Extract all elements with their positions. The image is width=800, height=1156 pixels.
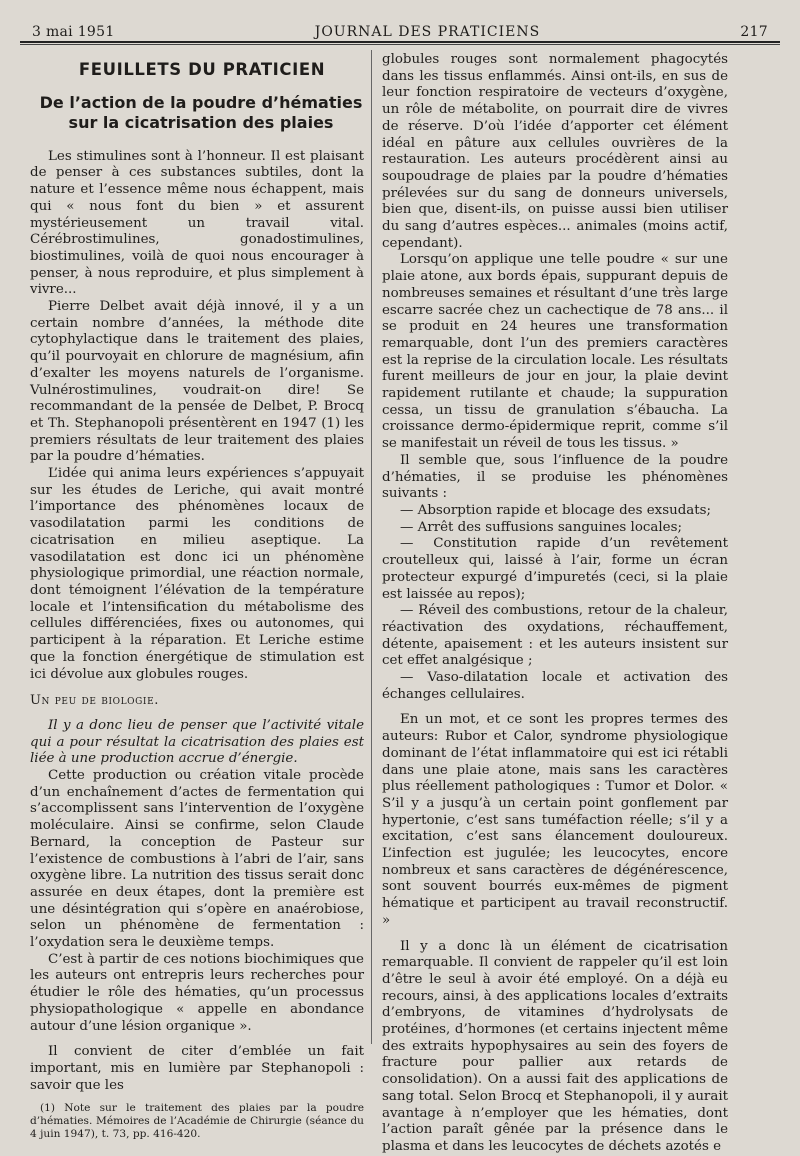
article-title <box>30 93 364 133</box>
article-title-line-1: De l’action de la poudre d’hématies <box>39 92 363 112</box>
left-paragraph-4: Il y a donc lieu de penser que l’activité vitale qui a pour résultat la cicatrisation des plaies est liée à une production accrue d’énergie. <box>30 717 364 767</box>
left-paragraph-1: Les stimulines sont à l’honneur. Il est plaisant de penser à ces substances subtiles, dont la nature et l’essence même nous échappent, mais qui « nous font du bien » et assurent mystérieusement un travail vital. Cérébrostimulines, gonadostimulines, biostimulines, voilà de quoi nous encourager à penser, à nous reproduire, et plus simplement à vivre... <box>30 148 364 298</box>
footnote: (1) Note sur le traitement des plaies par la poudre d’hématies. Mémoires de l’Académie de Chirurgie (séance du 4 juin 1947), t. 73, pp. 416-420. <box>30 1102 364 1141</box>
page-header <box>32 16 768 40</box>
left-paragraph-2: Pierre Delbet avait déjà innové, il y a un certain nombre d’années, la méthode dite cytophylactique dans le traitement des plaies, qu’il pourvoyait en chlorure de magnésium, afin d’exalter les moyens naturels de l’organisme. Vulnérostimulines, voudrait-on dire! Se recommandant de la pensée de Delbet, P. Brocq et Th. Stephanopoli présentèrent en 1947 (1) les premiers résultats de leur traitement des plaies par la poudre d’hématies. <box>30 299 364 465</box>
left-column <box>30 52 364 1141</box>
right-paragraph-4: En un mot, et ce sont les propres termes des auteurs: Rubor et Calor, syndrome physiologique dominant de l’état inflammatoire qui est ici rétabli dans une plaie atone, mais sans les caractères plus réellement pathologiques : Tumor et Dolor. « S’il y a jusqu’à un certain point gonflement par hypertonie, c’est sans tuméfaction réelle; s’il y a excitation, c’est sans élancement douloureux. L’infection est jugulée; les leucocytes, encore nombreux et sans caractères de dégénérescence, sont souvent bourrés eux-mêmes de pigment hématique et participent au travail reconstructif. » <box>382 712 728 928</box>
subheading-biology: Un peu de biologie. <box>30 693 159 709</box>
phenomenon-item-2: — Arrêt des suffusions sanguines locales; <box>400 519 682 535</box>
header-date: 3 mai 1951 <box>32 24 115 40</box>
right-paragraph-2: Lorsqu’on applique une telle poudre « sur une plaie atone, aux bords épais, suppurant depuis de nombreuses semaines et résultant d’une très large escarre sacrée chez un cachectique de 78 ans... il se produit en 24 heures une transformation remarquable, dont l’un des premiers caractères est la reprise de la circulation locale. Les résultats furent meilleurs de jour en jour, la plaie devint rapidement rutilante et chaude; la suppuration cessa, un tissu de granulation s’ébaucha. La croissance dermo-épidermique reprit, comme s’il se manifestait un réveil de tous les tissus. » <box>382 252 728 452</box>
right-paragraph-1: globules rouges sont normalement phagocytés dans les tissus enflammés. Ainsi ont-ils, en sus de leur fonction respiratoire de vecteurs d’oxygène, un rôle de métabolite, on pourrait dire de vivres de réserve. D’où l’idée d’apporter cet élément idéal en pâture aux cellules ouvrières de la restauration. Les auteurs procédèrent ainsi au soupoudrage de plaies par la poudre d’hématies prélevées sur du sang de donneurs universels, bien que, disent-ils, on puisse aussi bien utiliser du sang d’autres espèces... animales (moins actif, cependant). <box>382 52 728 251</box>
header-rule-thin <box>20 44 780 45</box>
phenomenon-item-3: — Constitution rapide d’un revêtement croutelleux qui, laissé à l’air, forme un écran protecteur expurgé d’impuretés (ceci, si la plaie est laissée au repos); <box>382 536 728 602</box>
left-paragraph-3: L’idée qui anima leurs expériences s’appuyait sur les études de Leriche, qui avait montré l’importance des phénomènes locaux de vasodilatation parmi les conditions de cicatrisation en milieu aseptique. La vasodilatation est donc ici un phénomène physiologique primordial, une réaction normale, dont témoignent l’élévation de la température locale et l’intensification du métabolisme des cellules différenciées, fixes ou autonomes, qui participent à la réparation. Et Leriche estime que la fonction énergétique de stimulation est ici dévolue aux globules rouges. <box>30 466 364 682</box>
article-title-line-2: sur la cicatrisation des plaies <box>68 112 334 132</box>
left-paragraph-7: Il convient de citer d’emblée un fait important, mis en lumière par Stephanopoli : savoir que les <box>30 1044 364 1093</box>
phenomenon-item-5: — Vaso-dilatation locale et activation des échanges cellulaires. <box>382 670 728 702</box>
header-journal-name: JOURNAL DES PRATICIENS <box>314 24 541 40</box>
phenomenon-item-4: — Réveil des combustions, retour de la chaleur, réactivation des oxydations, réchauffement, détente, apaisement : et les auteurs insistent sur cet effet analgésique ; <box>382 603 728 669</box>
section-title: FEUILLETS DU PRATICIEN <box>78 60 326 79</box>
left-paragraph-6: C’est à partir de ces notions biochimiques que les auteurs ont entrepris leurs recherches pour étudier le rôle des hématies, qu’un processus physiopathologique « appelle en abondance autour d’une lésion organique ». <box>30 951 364 1034</box>
header-page-number: 217 <box>740 24 768 40</box>
right-paragraph-5: Il y a donc là un élément de cicatrisation remarquable. Il convient de rappeler qu’il est loin d’être le seul à avoir été employé. On a déjà eu recours, ainsi, à des applications locales d’extraits d’embryons, de vitamines d’hydrolysats de protéines, d’hormones (et certains injectent même des extraits hypophysaires au sein des foyers de fracture pour pallier aux retards de consolidation). On a aussi fait des applications de sang total. Selon Brocq et Stephanopoli, il y aurait avantage à n’employer que les hématies, dont l’action paraît gênée par la présence dans le plasma et dans les leucocytes de déchets azotés e <box>382 938 728 1154</box>
left-paragraph-5: Cette production ou création vitale procède d’un enchaînement d’actes de fermentation qui s’accomplissent sans l’intervention de l’oxygène moléculaire. Ainsi se confirme, selon Claude Bernard, la conception de Pasteur sur l’existence de combustions à l’abri de l’air, sans oxygène libre. La nutrition des tissus serait donc assurée en deux étapes, dont la première est une désintégration qui s’opère en anaérobiose, selon un phénomène de fermentation : l’oxydation sera le deuxième temps. <box>30 768 364 951</box>
phenomenon-item-1: — Absorption rapide et blocage des exsudats; <box>400 502 712 518</box>
right-column <box>382 52 728 1154</box>
column-divider <box>371 50 372 1044</box>
header-rule <box>20 41 780 43</box>
right-paragraph-3: Il semble que, sous l’influence de la poudre d’hématies, il se produise les phénomènes suivants : <box>382 452 728 502</box>
